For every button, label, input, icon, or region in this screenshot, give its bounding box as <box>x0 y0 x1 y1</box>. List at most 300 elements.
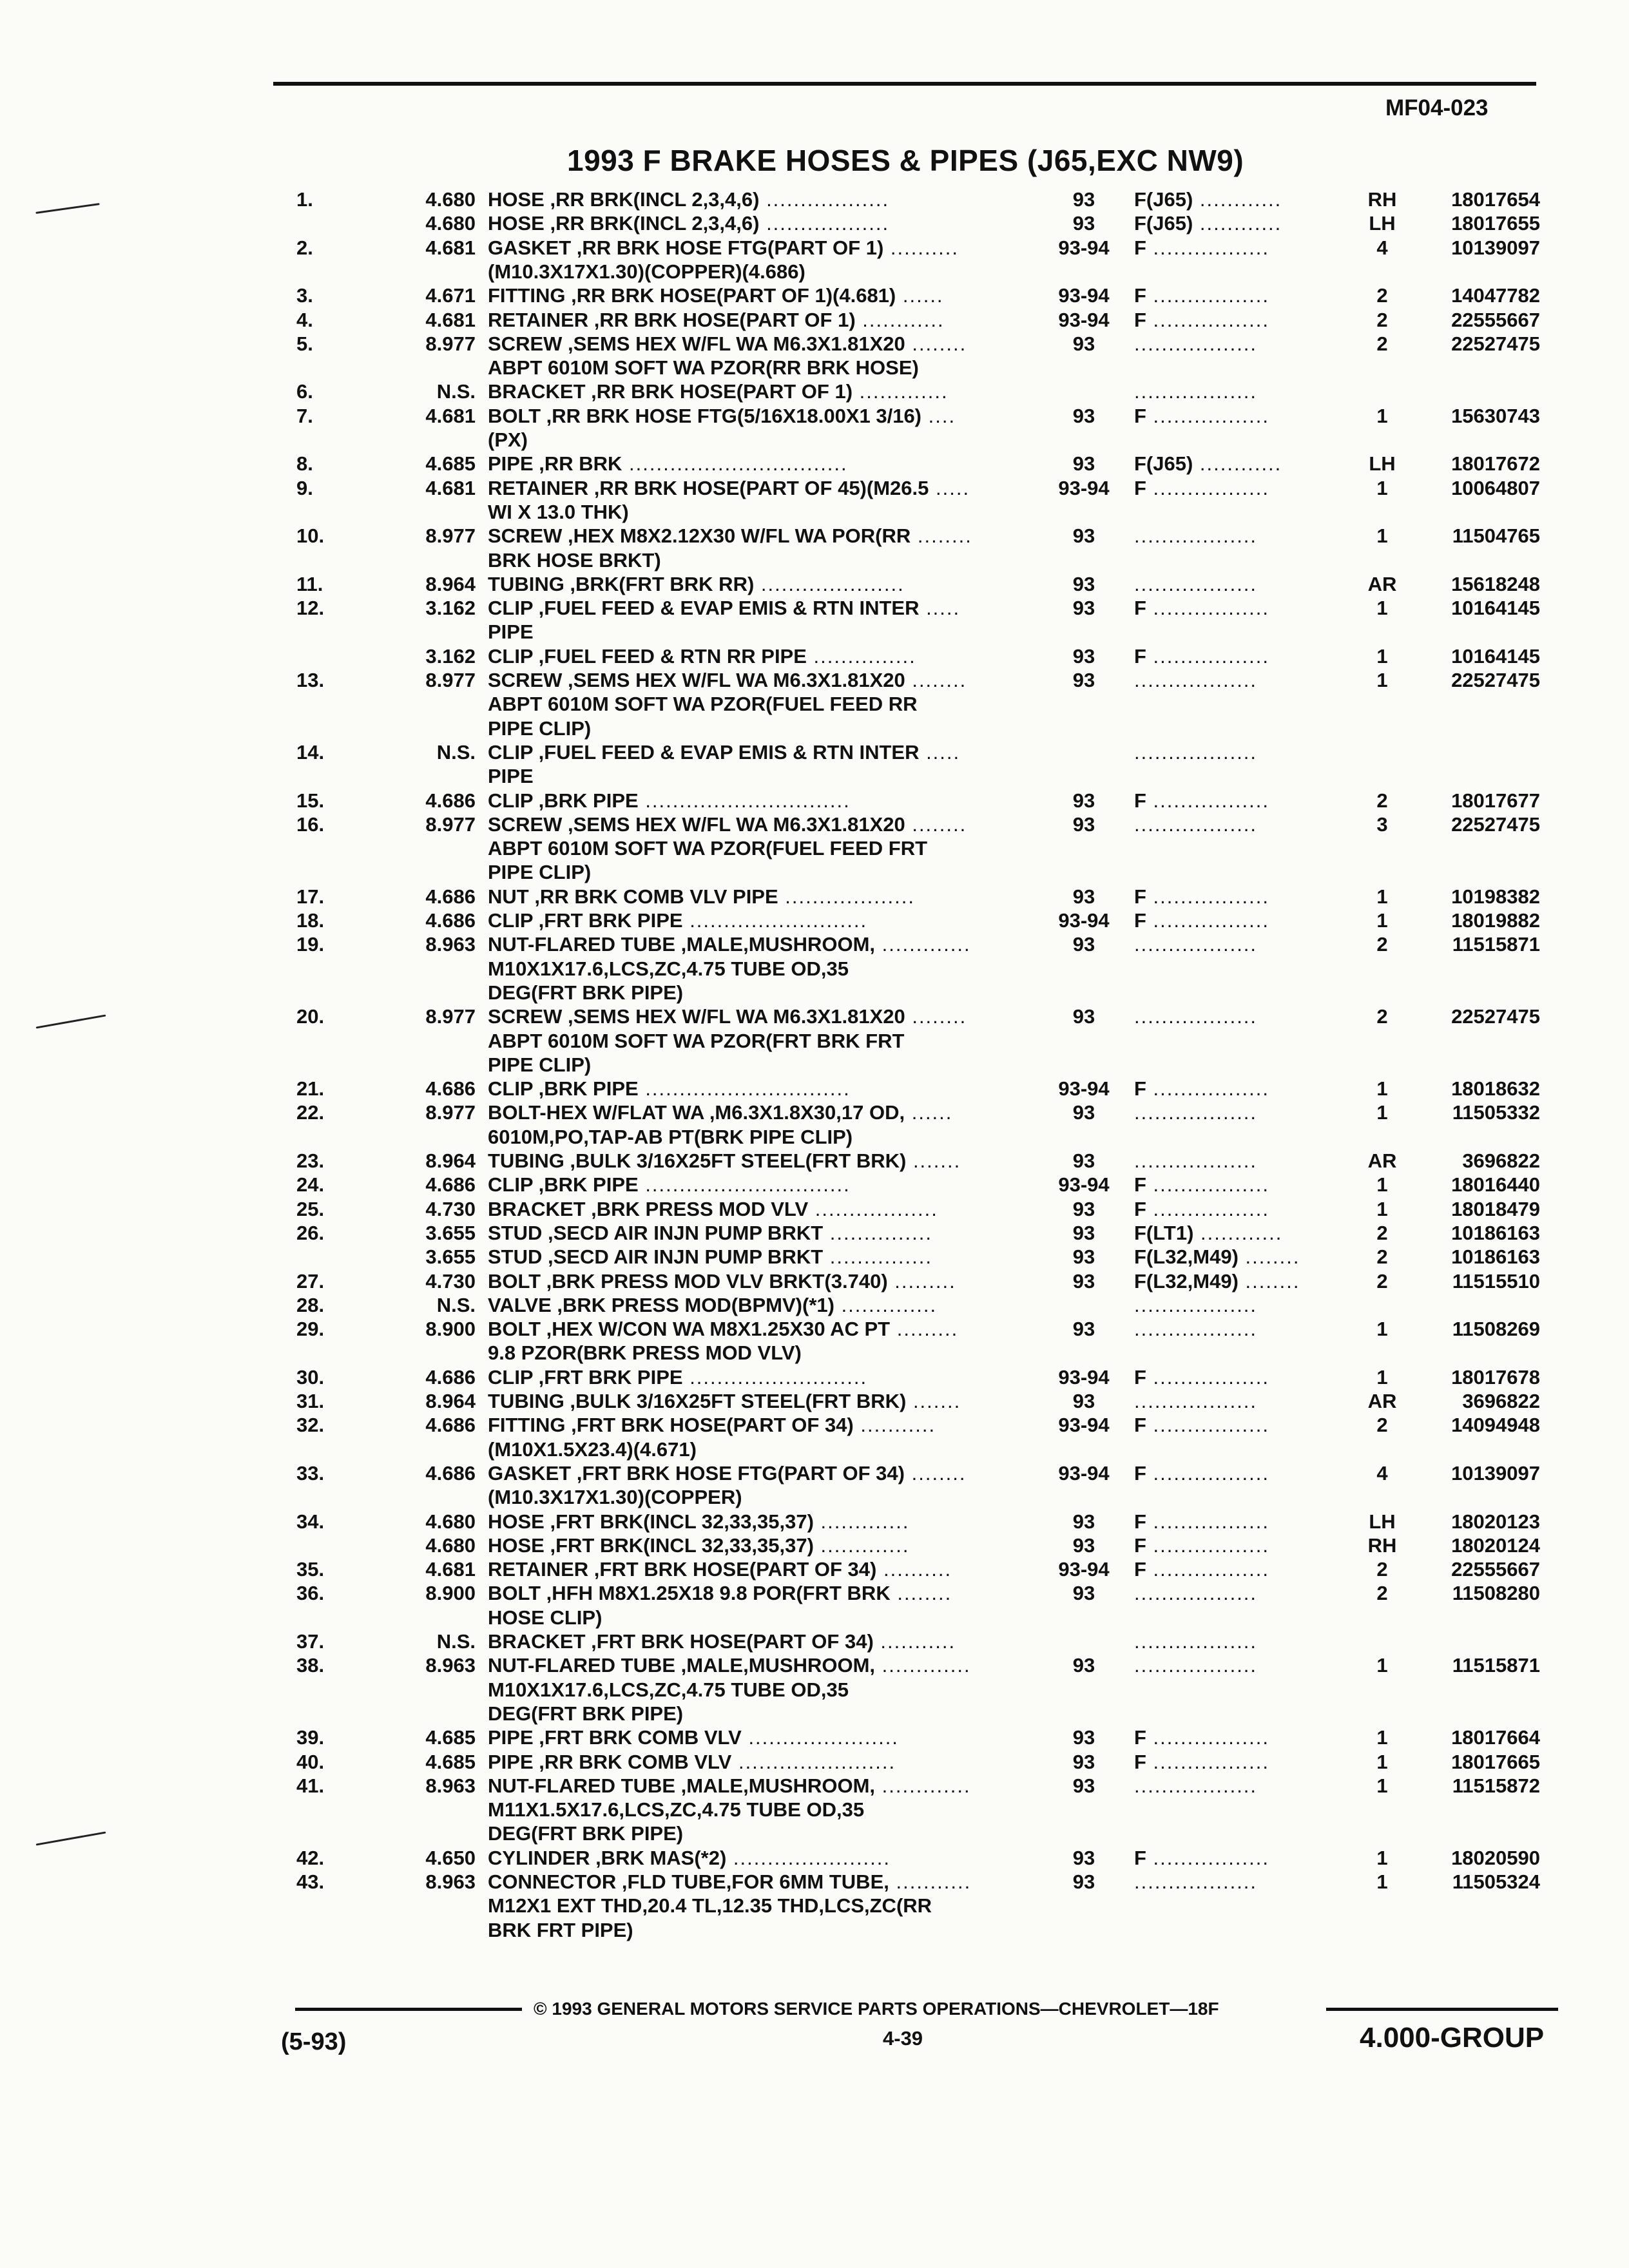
group-number: 3.162 <box>425 597 476 620</box>
model-code: F ................. <box>1134 1197 1269 1220</box>
list-item <box>0 1005 1629 1030</box>
group-number: N.S. <box>436 1293 476 1316</box>
dot-leader: ................. <box>1146 789 1269 812</box>
quantity: LH <box>1369 212 1396 235</box>
part-description: NUT ,RR BRK COMB VLV PIPE ................... <box>488 885 915 908</box>
model-code: F ................. <box>1134 1533 1269 1557</box>
list-item <box>0 789 1629 814</box>
model-code: F(J65) ............ <box>1134 188 1282 211</box>
item-number: 7. <box>296 404 313 427</box>
part-number: 3696822 <box>1462 1390 1540 1412</box>
year-range: 93-94 <box>1058 236 1110 259</box>
list-item <box>0 405 1629 429</box>
part-description: BRK FRT PIPE) <box>488 1918 633 1941</box>
model-code <box>1134 933 1353 956</box>
dot-leader: .............................. <box>638 1077 851 1100</box>
dot-leader: .................. <box>1134 380 1258 403</box>
part-number: 11515871 <box>1452 1654 1540 1677</box>
year-range: 93 <box>1072 1318 1095 1341</box>
model-code: F ................. <box>1134 885 1269 908</box>
part-description: SCREW ,SEMS HEX W/FL WA M6.3X1.81X20 ........ <box>488 1005 967 1028</box>
quantity: 2 <box>1376 332 1388 355</box>
dot-leader: ..................... <box>754 572 905 595</box>
dot-leader: .................. <box>1134 1630 1258 1653</box>
part-description: (M10.3X17X1.30)(COPPER) <box>488 1486 742 1509</box>
model-code <box>1134 1582 1353 1605</box>
quantity: LH <box>1369 1510 1396 1533</box>
part-description: PIPE ,RR BRK ................................ <box>488 452 848 476</box>
part-description: (M10X1.5X23.4)(4.671) <box>488 1437 697 1461</box>
year-range: 93 <box>1072 524 1095 548</box>
dot-leader: ...................... <box>741 1726 899 1749</box>
dot-leader: ............ <box>1193 188 1282 211</box>
quantity: 2 <box>1376 789 1388 812</box>
item-number: 42. <box>296 1846 325 1869</box>
part-description: BOLT ,RR BRK HOSE FTG(5/16X18.00X1 3/16) .... <box>488 404 956 427</box>
list-item <box>0 501 1629 525</box>
part-number: 18016440 <box>1451 1173 1540 1196</box>
part-number: 18019882 <box>1451 909 1540 932</box>
quantity: 1 <box>1376 1774 1388 1797</box>
dot-leader: ............... <box>823 1221 932 1244</box>
part-description: PIPE CLIP) <box>488 861 592 884</box>
model-code <box>1134 1318 1353 1341</box>
dot-leader: ................. <box>1146 1461 1269 1485</box>
part-number: 15630743 <box>1451 404 1540 427</box>
dot-leader: ............. <box>875 1774 971 1797</box>
list-item <box>0 597 1629 621</box>
part-description: BOLT ,HFH M8X1.25X18 9.8 POR(FRT BRK ........ <box>488 1582 952 1605</box>
dot-leader: ..... <box>919 740 961 764</box>
part-description: 9.8 PZOR(BRK PRESS MOD VLV) <box>488 1341 802 1365</box>
model-code <box>1134 1870 1353 1894</box>
part-number: 10139097 <box>1451 236 1540 259</box>
item-number: 9. <box>296 476 313 499</box>
model-code <box>1134 741 1353 764</box>
item-number: 41. <box>296 1774 325 1797</box>
dot-leader: ................. <box>1146 1077 1269 1100</box>
model-code: F ................. <box>1134 1365 1269 1389</box>
part-description: CLIP ,FUEL FEED & RTN RR PIPE ............... <box>488 644 916 668</box>
footer-rule-right <box>1326 2008 1558 2011</box>
page-number: 4-39 <box>883 2027 923 2050</box>
dot-leader: .... <box>921 404 956 427</box>
model-code: F ................. <box>1134 1077 1269 1100</box>
dot-leader: ........ <box>905 669 967 691</box>
dot-leader: ........... <box>873 1630 956 1653</box>
dot-leader: ................. <box>1146 1726 1269 1749</box>
part-description: NUT-FLARED TUBE ,MALE,MUSHROOM, ............. <box>488 1654 971 1677</box>
model-code <box>1134 1390 1353 1413</box>
group-number: 4.650 <box>425 1846 476 1869</box>
dot-leader: ........ <box>1238 1245 1300 1269</box>
quantity: RH <box>1367 188 1397 211</box>
model-code: F(J65) ............ <box>1134 212 1282 235</box>
item-number: 10. <box>296 524 325 548</box>
part-description: CYLINDER ,BRK MAS(*2) ....................... <box>488 1846 891 1869</box>
year-range: 93 <box>1072 669 1095 691</box>
part-description: M11X1.5X17.6,LCS,ZC,4.75 TUBE OD,35 <box>488 1798 865 1821</box>
year-range: 93 <box>1072 812 1095 836</box>
list-item <box>0 1486 1629 1510</box>
year-range: 93 <box>1072 1245 1095 1269</box>
item-number: 25. <box>296 1197 325 1220</box>
part-description: PIPE CLIP) <box>488 716 592 740</box>
year-range: 93 <box>1072 1269 1095 1293</box>
model-code: F ................. <box>1134 1558 1269 1581</box>
group-number: N.S. <box>436 380 476 403</box>
list-item <box>0 260 1629 285</box>
part-description: ABPT 6010M SOFT WA PZOR(FRT BRK FRT <box>488 1029 905 1052</box>
part-description: M10X1X17.6,LCS,ZC,4.75 TUBE OD,35 <box>488 1678 849 1701</box>
part-description: NUT-FLARED TUBE ,MALE,MUSHROOM, ............. <box>488 1774 971 1797</box>
part-description: PIPE <box>488 620 534 644</box>
part-number: 18020590 <box>1451 1846 1540 1869</box>
list-item <box>0 1126 1629 1150</box>
part-description: GASKET ,FRT BRK HOSE FTG(PART OF 34) ........ <box>488 1461 967 1485</box>
year-range: 93 <box>1072 572 1095 595</box>
group-number: 4.686 <box>425 885 476 908</box>
list-item <box>0 1077 1629 1102</box>
year-range: 93 <box>1072 1654 1095 1677</box>
dot-leader: ................. <box>1146 909 1269 932</box>
dot-leader: .......... <box>876 1558 952 1581</box>
part-description: VALVE ,BRK PRESS MOD(BPMV)(*1) .............. <box>488 1293 938 1316</box>
list-item <box>0 1294 1629 1318</box>
dot-leader: ........ <box>905 812 967 836</box>
dot-leader: ................. <box>1146 1365 1269 1389</box>
model-code <box>1134 1630 1353 1653</box>
part-number: 18018632 <box>1451 1077 1540 1100</box>
dot-leader: ............... <box>823 1245 932 1269</box>
part-description: CLIP ,FUEL FEED & EVAP EMIS & RTN INTER ..... <box>488 740 961 764</box>
part-description: SCREW ,SEMS HEX W/FL WA M6.3X1.81X20 ........ <box>488 332 967 355</box>
group-number: 4.681 <box>425 1558 476 1581</box>
part-number: 18020123 <box>1451 1510 1540 1533</box>
group-number: 4.686 <box>425 1173 476 1196</box>
list-item <box>0 1558 1629 1582</box>
year-range: 93 <box>1072 1533 1095 1557</box>
year-range: 93-94 <box>1058 1461 1110 1485</box>
dot-leader: .................. <box>1134 332 1258 355</box>
quantity: 1 <box>1376 597 1388 620</box>
group-number: 8.977 <box>425 669 476 691</box>
quantity: 1 <box>1376 476 1388 499</box>
list-item <box>0 1366 1629 1390</box>
part-description: PIPE CLIP) <box>488 1053 592 1076</box>
quantity: AR <box>1367 1390 1397 1412</box>
dot-leader: .................. <box>1134 1654 1258 1677</box>
year-range: 93 <box>1072 1149 1095 1172</box>
dot-leader: ................. <box>1146 236 1269 259</box>
part-description: HOSE ,RR BRK(INCL 2,3,4,6) .................. <box>488 212 890 235</box>
model-code: F ................. <box>1134 909 1269 932</box>
dot-leader: ................................ <box>622 452 848 476</box>
dot-leader: ................. <box>1146 476 1269 499</box>
item-number: 1. <box>296 188 313 211</box>
model-code <box>1134 1774 1353 1798</box>
quantity: 1 <box>1376 404 1388 427</box>
part-description: BRACKET ,FRT BRK HOSE(PART OF 34) ........... <box>488 1630 956 1653</box>
model-code: F(LT1) ............ <box>1134 1221 1283 1244</box>
dot-leader: .................. <box>1134 933 1258 956</box>
list-item <box>0 981 1629 1006</box>
list-item <box>0 309 1629 333</box>
list-item <box>0 837 1629 861</box>
part-description: FITTING ,RR BRK HOSE(PART OF 1)(4.681) ...... <box>488 284 944 307</box>
part-number: 11505324 <box>1452 1870 1540 1893</box>
item-number: 20. <box>296 1005 325 1028</box>
part-description: TUBING ,BULK 3/16X25FT STEEL(FRT BRK) ....... <box>488 1390 961 1412</box>
list-item <box>0 861 1629 885</box>
group-number: 4.686 <box>425 909 476 932</box>
dot-leader: ............ <box>1193 1221 1283 1244</box>
list-item <box>0 717 1629 742</box>
year-range: 93 <box>1072 1726 1095 1749</box>
dot-leader: ............. <box>853 380 949 403</box>
list-item <box>0 524 1629 549</box>
item-number: 40. <box>296 1750 325 1773</box>
list-item <box>0 1798 1629 1823</box>
quantity: AR <box>1367 1149 1397 1172</box>
item-number: 26. <box>296 1221 325 1244</box>
dot-leader: .................. <box>1134 1774 1258 1797</box>
group-number: 4.680 <box>425 212 476 235</box>
quantity: 2 <box>1376 284 1388 307</box>
dot-leader: ..... <box>919 597 961 620</box>
model-code <box>1134 1294 1353 1317</box>
group-number: 8.964 <box>425 1390 476 1412</box>
part-number: 18017672 <box>1451 452 1540 476</box>
dot-leader: .......... <box>883 236 959 259</box>
list-item <box>0 1822 1629 1847</box>
model-code <box>1134 573 1353 596</box>
year-range: 93 <box>1072 1750 1095 1773</box>
quantity: RH <box>1367 1533 1397 1557</box>
dot-leader: ............. <box>875 1654 971 1677</box>
model-code: F(L32,M49) ........ <box>1134 1245 1300 1269</box>
list-item <box>0 1847 1629 1871</box>
dot-leader: ........... <box>853 1414 936 1437</box>
group-number: 4.686 <box>425 1077 476 1100</box>
year-range: 93 <box>1072 452 1095 476</box>
group-number: 4.681 <box>425 236 476 259</box>
model-code: F ................. <box>1134 1414 1269 1437</box>
dot-leader: ........ <box>905 332 967 355</box>
group-number: 4.681 <box>425 404 476 427</box>
quantity: 1 <box>1376 524 1388 548</box>
year-range: 93 <box>1072 933 1095 956</box>
dot-leader: .................. <box>759 188 890 211</box>
model-code: F ................. <box>1134 644 1269 668</box>
quantity: 2 <box>1376 308 1388 331</box>
group-number: 3.162 <box>425 644 476 668</box>
year-range: 93 <box>1072 1390 1095 1412</box>
list-item <box>0 1870 1629 1895</box>
item-number: 5. <box>296 332 313 355</box>
part-description: PIPE <box>488 765 534 788</box>
group-number: 4.686 <box>425 1414 476 1437</box>
item-number: 4. <box>296 308 313 331</box>
part-description: ABPT 6010M SOFT WA PZOR(FUEL FEED RR <box>488 693 918 716</box>
dot-leader: ................. <box>1146 1173 1269 1196</box>
dot-leader: ............... <box>806 644 916 668</box>
part-number: 22527475 <box>1451 812 1540 836</box>
dot-leader: .......................... <box>682 1365 868 1389</box>
item-number: 19. <box>296 933 325 956</box>
dot-leader: ................. <box>1146 284 1269 307</box>
dot-leader: ........ <box>1238 1269 1300 1293</box>
dot-leader: .......................... <box>682 909 868 932</box>
model-code <box>1134 1654 1353 1677</box>
list-item <box>0 957 1629 982</box>
dot-leader: ................. <box>1146 885 1269 908</box>
list-item <box>0 1318 1629 1342</box>
list-item <box>0 188 1629 213</box>
part-description: HOSE ,FRT BRK(INCL 32,33,35,37) ............. <box>488 1533 910 1557</box>
part-description: DEG(FRT BRK PIPE) <box>488 981 684 1004</box>
part-number: 18017677 <box>1451 789 1540 812</box>
list-item <box>0 1149 1629 1174</box>
list-item <box>0 452 1629 477</box>
quantity: LH <box>1369 452 1396 476</box>
year-range: 93 <box>1072 885 1095 908</box>
year-range: 93 <box>1072 1582 1095 1605</box>
model-code <box>1134 380 1353 403</box>
list-item <box>0 1390 1629 1414</box>
quantity: 1 <box>1376 669 1388 691</box>
item-number: 21. <box>296 1077 325 1100</box>
item-number: 35. <box>296 1558 325 1581</box>
year-range: 93-94 <box>1058 284 1110 307</box>
group-number: 8.977 <box>425 1005 476 1028</box>
item-number: 22. <box>296 1101 325 1124</box>
part-description: DEG(FRT BRK PIPE) <box>488 1822 684 1845</box>
list-item <box>0 1654 1629 1678</box>
list-item <box>0 1606 1629 1631</box>
dot-leader: .................. <box>759 212 890 235</box>
dot-leader: ....................... <box>731 1750 896 1773</box>
group-number: N.S. <box>436 740 476 764</box>
dot-leader: ....... <box>906 1149 961 1172</box>
dot-leader: ................. <box>1146 1846 1269 1869</box>
part-description: BOLT ,BRK PRESS MOD VLV BRKT(3.740) ......... <box>488 1269 956 1293</box>
list-item <box>0 549 1629 573</box>
year-range: 93 <box>1072 1005 1095 1028</box>
list-item <box>0 1198 1629 1222</box>
part-description: FITTING ,FRT BRK HOSE(PART OF 34) ........... <box>488 1414 936 1437</box>
quantity: 1 <box>1376 1101 1388 1124</box>
part-description: ABPT 6010M SOFT WA PZOR(FUEL FEED FRT <box>488 837 928 860</box>
document-id: MF04-023 <box>1385 95 1489 120</box>
group-number: 8.900 <box>425 1582 476 1605</box>
list-item <box>0 1774 1629 1799</box>
year-range: 93-94 <box>1058 909 1110 932</box>
list-item <box>0 236 1629 261</box>
dot-leader: .............................. <box>638 1173 851 1196</box>
part-description: TUBING ,BULK 3/16X25FT STEEL(FRT BRK) ....... <box>488 1149 961 1172</box>
list-item <box>0 1534 1629 1559</box>
part-number: 3696822 <box>1462 1149 1540 1172</box>
group-number: 8.963 <box>425 1654 476 1677</box>
quantity: 2 <box>1376 933 1388 956</box>
dot-leader: ................. <box>1146 404 1269 427</box>
part-number: 11508269 <box>1452 1318 1540 1341</box>
group-number: 4.730 <box>425 1269 476 1293</box>
part-description: WI X 13.0 THK) <box>488 500 629 523</box>
part-description: BOLT-HEX W/FLAT WA ,M6.3X1.8X30,17 OD, ...... <box>488 1101 953 1124</box>
dot-leader: .................. <box>1134 740 1258 764</box>
dot-leader: ............. <box>813 1510 910 1533</box>
item-number: 18. <box>296 909 325 932</box>
list-item <box>0 212 1629 236</box>
dot-leader: .................. <box>1134 1149 1258 1172</box>
list-item <box>0 693 1629 717</box>
part-number: 22527475 <box>1451 332 1540 355</box>
part-description: CLIP ,BRK PIPE .............................. <box>488 1077 851 1100</box>
dot-leader: ............. <box>875 933 971 956</box>
dot-leader: .................. <box>1134 1101 1258 1124</box>
quantity: 1 <box>1376 1173 1388 1196</box>
list-item <box>0 1245 1629 1270</box>
year-range: 93 <box>1072 1101 1095 1124</box>
item-number: 36. <box>296 1582 325 1605</box>
part-number: 22527475 <box>1451 1005 1540 1028</box>
dot-leader: ........ <box>911 524 972 548</box>
part-description: HOSE CLIP) <box>488 1606 602 1629</box>
list-item <box>0 1173 1629 1198</box>
group-number: 4.681 <box>425 308 476 331</box>
dot-leader: .............................. <box>638 789 851 812</box>
list-item <box>0 573 1629 597</box>
group-number: 4.680 <box>425 1533 476 1557</box>
year-range: 93-94 <box>1058 308 1110 331</box>
list-item <box>0 765 1629 789</box>
list-item <box>0 1702 1629 1727</box>
item-number: 3. <box>296 284 313 307</box>
year-range: 93 <box>1072 1846 1095 1869</box>
list-item <box>0 813 1629 838</box>
part-number: 18018479 <box>1451 1197 1540 1220</box>
part-number: 10198382 <box>1451 885 1540 908</box>
list-item <box>0 1341 1629 1366</box>
dot-leader: ................. <box>1146 1533 1269 1557</box>
part-description: SCREW ,HEX M8X2.12X30 W/FL WA POR(RR ........ <box>488 524 972 548</box>
list-item <box>0 477 1629 501</box>
quantity: 2 <box>1376 1582 1388 1605</box>
item-number: 29. <box>296 1318 325 1341</box>
group-number: 4.685 <box>425 1750 476 1773</box>
part-number: 18017654 <box>1451 188 1540 211</box>
dot-leader: ................. <box>1146 1414 1269 1437</box>
part-description: RETAINER ,RR BRK HOSE(PART OF 45)(M26.5 ..... <box>488 476 970 499</box>
list-item <box>0 428 1629 453</box>
dot-leader: ..... <box>929 476 970 499</box>
list-item <box>0 1751 1629 1775</box>
part-description: TUBING ,BRK(FRT BRK RR) ..................... <box>488 572 905 595</box>
part-description: ABPT 6010M SOFT WA PZOR(RR BRK HOSE) <box>488 356 919 380</box>
footer-rule-left <box>295 2008 522 2011</box>
list-item <box>0 909 1629 934</box>
list-item <box>0 1919 1629 1943</box>
model-code: F(J65) ............ <box>1134 452 1282 476</box>
model-code <box>1134 813 1353 836</box>
dot-leader: ........ <box>905 1005 967 1028</box>
dot-leader: ................. <box>1146 1558 1269 1581</box>
dot-leader: ............ <box>1193 452 1282 476</box>
model-code: F ................. <box>1134 1510 1269 1533</box>
group-number: 3.655 <box>425 1221 476 1244</box>
